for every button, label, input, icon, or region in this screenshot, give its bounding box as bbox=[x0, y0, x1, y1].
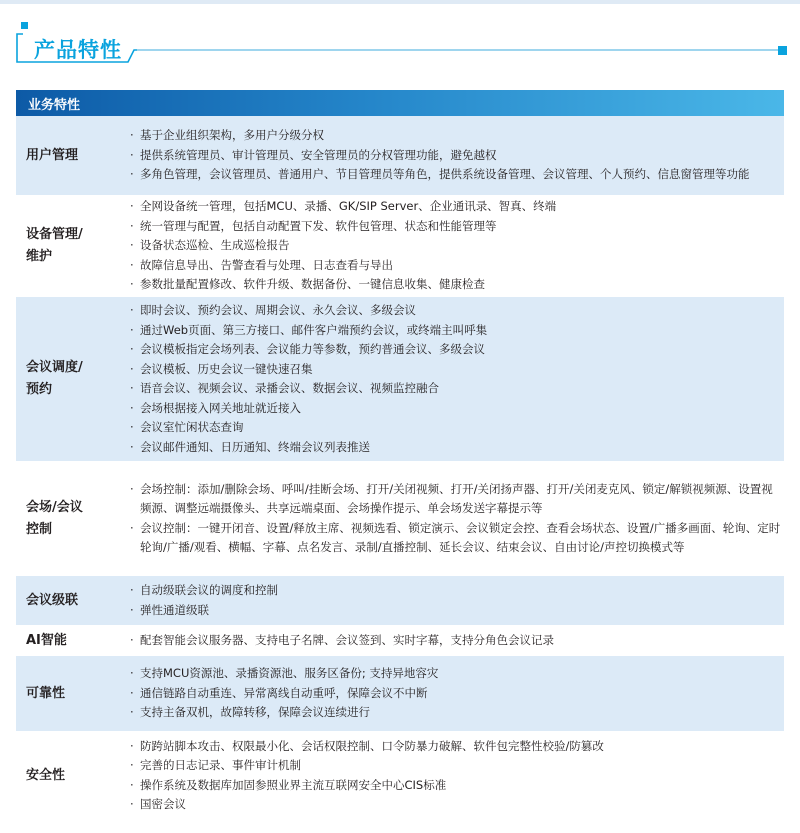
title-decoration bbox=[14, 20, 800, 72]
list-item: · 国密会议 bbox=[130, 795, 784, 815]
list-item: · 会场控制：添加/删除会场、呼叫/挂断会场、打开/关闭视频、打开/关闭扬声器、打开/关闭麦克风、锁定/解锁视频源、设置视频源、调整远端摄像头、共享远端桌面、会场操作提示、单会场发送字幕提示等 bbox=[130, 480, 784, 519]
list-item: · 会议模板指定会场列表、会议能力等参数，预约普通会议、多级会议 bbox=[130, 340, 784, 360]
row-category bbox=[16, 224, 130, 268]
row-category bbox=[16, 630, 130, 652]
list-item: · 全网设备统一管理，包括MCU、录播、GK/SIP Server、企业通讯录、智真、终端 bbox=[130, 197, 784, 217]
feature-list bbox=[130, 631, 784, 651]
list-item: · 支持主备双机，故障转移，保障会议连续进行 bbox=[130, 703, 784, 723]
row-category bbox=[16, 765, 130, 787]
list-item: · 设备状态巡检、生成巡检报告 bbox=[130, 236, 784, 256]
list-item: · 通信链路自动重连、异常离线自动重呼，保障会议不中断 bbox=[130, 684, 784, 704]
feature-list bbox=[130, 126, 784, 185]
list-item: · 即时会议、预约会议、周期会议、永久会议、多级会议 bbox=[130, 301, 784, 321]
section-header-bar bbox=[16, 90, 784, 116]
feature-list bbox=[130, 197, 784, 295]
table-row bbox=[16, 626, 784, 656]
list-item: · 防跨站脚本攻击、权限最小化、会话权限控制、口令防暴力破解、软件包完整性校验/防篡改 bbox=[130, 737, 784, 757]
feature-list bbox=[130, 480, 784, 558]
page-header bbox=[14, 20, 800, 72]
table-row bbox=[16, 116, 784, 196]
top-accent-bar bbox=[0, 0, 800, 4]
category-label: 会场/会议 bbox=[26, 499, 83, 515]
page-title: 产品特性 bbox=[34, 38, 122, 62]
row-category bbox=[16, 590, 130, 612]
list-item: · 基于企业组织架构，多用户分级分权 bbox=[130, 126, 784, 146]
features-table bbox=[16, 116, 784, 820]
category-label: 用户管理 bbox=[26, 147, 79, 163]
row-category bbox=[16, 497, 130, 541]
list-item: · 会场根据接入网关地址就近接入 bbox=[130, 399, 784, 419]
row-category bbox=[16, 357, 130, 401]
list-item: · 会议室忙闲状态查询 bbox=[130, 418, 784, 438]
category-label: 控制 bbox=[26, 521, 53, 537]
feature-list bbox=[130, 581, 784, 620]
category-label: AI智能 bbox=[26, 632, 67, 648]
row-category bbox=[16, 145, 130, 167]
feature-list bbox=[130, 737, 784, 815]
list-item: · 自动级联会议的调度和控制 bbox=[130, 581, 784, 601]
feature-list bbox=[130, 664, 784, 723]
list-item: · 配套智能会议服务器、支持电子名牌、会议签到、实时字幕，支持分角色会议记录 bbox=[130, 631, 784, 651]
table-row bbox=[16, 462, 784, 576]
table-row bbox=[16, 297, 784, 462]
table-row bbox=[16, 576, 784, 626]
table-row bbox=[16, 732, 784, 820]
list-item: · 会议控制：一键开闭音、设置/释放主席、视频选看、锁定演示、会议锁定会控、查看会场状态、设置/广播多画面、轮询、定时轮询/广播/观看、横幅、字幕、点名发言、录制/直播控制、延长会议、结束会议、自由讨论/声控切换模式等 bbox=[130, 519, 784, 558]
category-label: 会议级联 bbox=[26, 592, 79, 608]
category-label: 预约 bbox=[26, 382, 53, 397]
list-item: · 语音会议、视频会议、录播会议、数据会议、视频监控融合 bbox=[130, 379, 784, 399]
list-item: · 会议邮件通知、日历通知、终端会议列表推送 bbox=[130, 438, 784, 458]
table-row bbox=[16, 656, 784, 732]
section-title: 业务特性 bbox=[28, 98, 81, 113]
category-label: 维护 bbox=[26, 249, 53, 264]
list-item: · 操作系统及数据库加固参照业界主流互联网安全中心CIS标准 bbox=[130, 776, 784, 796]
category-label: 安全性 bbox=[26, 767, 66, 783]
category-label: 设备管理/ bbox=[26, 227, 83, 242]
list-item: · 弹性通道级联 bbox=[130, 601, 784, 621]
list-item: · 故障信息导出、告警查看与处理、日志查看与导出 bbox=[130, 256, 784, 276]
list-item: · 完善的日志记录、事件审计机制 bbox=[130, 756, 784, 776]
list-item: · 会议模板、历史会议一键快速召集 bbox=[130, 360, 784, 380]
list-item: · 通过Web页面、第三方接口、邮件客户端预约会议，或终端主叫呼集 bbox=[130, 321, 784, 341]
list-item: · 提供系统管理员、审计管理员、安全管理员的分权管理功能，避免越权 bbox=[130, 146, 784, 166]
list-item: · 支持MCU资源池、录播资源池、服务区备份; 支持异地容灾 bbox=[130, 664, 784, 684]
table-row bbox=[16, 196, 784, 297]
category-label: 会议调度/ bbox=[26, 360, 83, 375]
list-item: · 统一管理与配置，包括自动配置下发、软件包管理、状态和性能管理等 bbox=[130, 217, 784, 237]
row-category bbox=[16, 683, 130, 705]
list-item: · 参数批量配置修改、软件升级、数据备份、一键信息收集、健康检查 bbox=[130, 275, 784, 295]
category-label: 可靠性 bbox=[26, 685, 66, 701]
feature-list bbox=[130, 301, 784, 457]
list-item: · 多角色管理，会议管理员、普通用户、节目管理员等角色，提供系统设备管理、会议管理、个人预约、信息窗管理等功能 bbox=[130, 165, 784, 185]
